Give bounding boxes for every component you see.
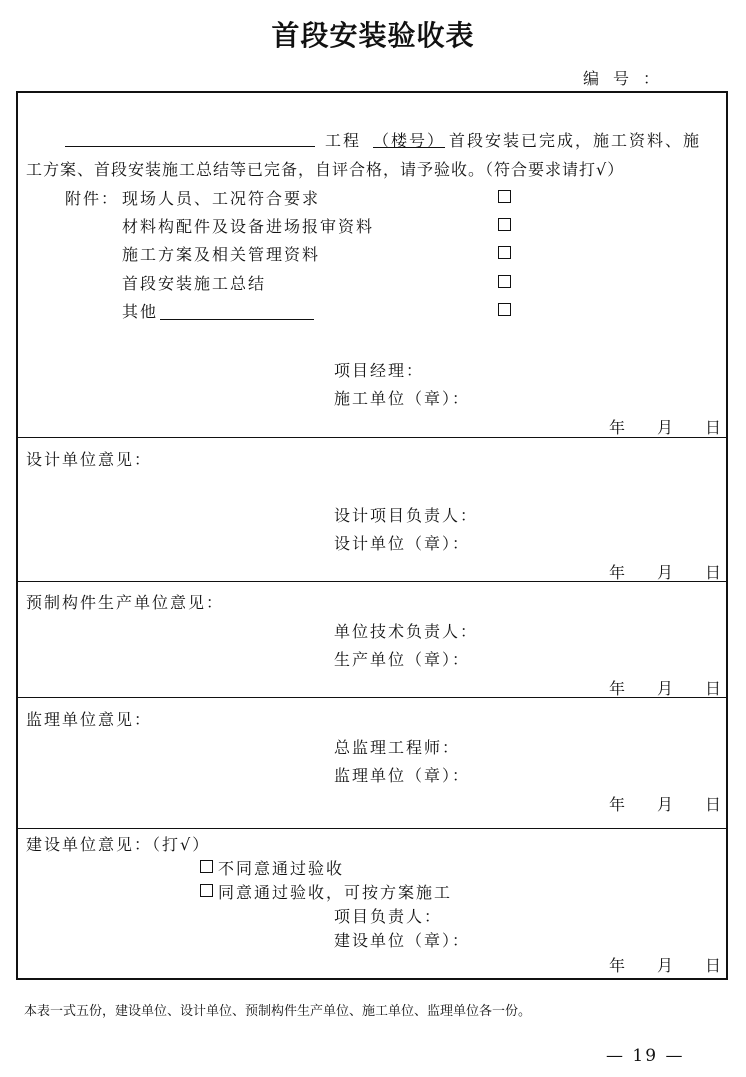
date-month: 月 [657, 956, 674, 975]
date-month: 月 [657, 679, 674, 698]
page-number: — 19 — [606, 1046, 685, 1066]
checkbox[interactable] [498, 303, 511, 316]
checkbox[interactable] [200, 884, 213, 897]
supervision-unit-seal-label: 监理单位（章）： [334, 766, 471, 785]
building-number-label: （楼号） [373, 131, 446, 150]
date-month: 月 [657, 795, 674, 814]
serial-number-label: 编号： [583, 69, 674, 88]
date-year: 年 [609, 418, 626, 437]
attachment-item: 首段安装施工总结 [122, 274, 267, 293]
date-day: 日 [705, 563, 722, 582]
design-project-lead-label: 设计项目负责人： [334, 506, 479, 525]
production-unit-seal-label: 生产单位（章）： [334, 650, 471, 669]
construction-unit-seal-label: 施工单位（章）： [334, 389, 471, 408]
design-unit-seal-label: 设计单位（章）： [334, 534, 471, 553]
date-day: 日 [705, 418, 722, 437]
date-month: 月 [657, 418, 674, 437]
design-unit-opinion-label: 设计单位意见： [26, 450, 153, 469]
attachment-item: 材料构配件及设备进场报审资料 [122, 217, 375, 236]
completion-statement: 首段安装已完成，施工资料、施 [449, 131, 702, 150]
form-title: 首段安装验收表 [271, 19, 475, 52]
attachments-label: 附件： [65, 189, 120, 208]
row-divider [16, 828, 728, 829]
checkbox[interactable] [498, 246, 511, 259]
checkbox[interactable] [200, 860, 213, 873]
chief-supervisor-label: 总监理工程师： [334, 738, 461, 757]
project-name-blank [65, 146, 315, 147]
owner-opinion-label: 建设单位意见：（打√） [26, 835, 211, 854]
date-year: 年 [609, 956, 626, 975]
date-year: 年 [609, 679, 626, 698]
date-day: 日 [705, 679, 722, 698]
date-year: 年 [609, 563, 626, 582]
owner-unit-seal-label: 建设单位（章）： [334, 931, 471, 950]
other-blank [160, 319, 314, 320]
completion-statement-line2: 工方案、首段安装施工总结等已完备，自评合格，请予验收。（符合要求请打√） [26, 160, 625, 179]
attachment-item: 施工方案及相关管理资料 [122, 245, 321, 264]
footnote: 本表一式五份，建设单位、设计单位、预制构件生产单位、施工单位、监理单位各一份。 [24, 1004, 532, 1019]
attachment-item: 现场人员、工况符合要求 [122, 189, 321, 208]
approve-option-label: 同意通过验收，可按方案施工 [218, 883, 453, 902]
date-month: 月 [657, 563, 674, 582]
project-manager-label: 项目经理： [334, 361, 425, 380]
checkbox[interactable] [498, 218, 511, 231]
technical-lead-label: 单位技术负责人： [334, 622, 479, 641]
project-label: 工程 [325, 131, 362, 150]
date-day: 日 [705, 956, 722, 975]
date-year: 年 [609, 795, 626, 814]
checkbox[interactable] [498, 190, 511, 203]
manufacturer-opinion-label: 预制构件生产单位意见： [26, 593, 225, 612]
checkbox[interactable] [498, 275, 511, 288]
date-day: 日 [705, 795, 722, 814]
attachment-item: 其他 [122, 302, 159, 321]
owner-project-lead-label: 项目负责人： [334, 907, 443, 926]
reject-option-label: 不同意通过验收 [218, 859, 345, 878]
supervision-opinion-label: 监理单位意见： [26, 710, 153, 729]
